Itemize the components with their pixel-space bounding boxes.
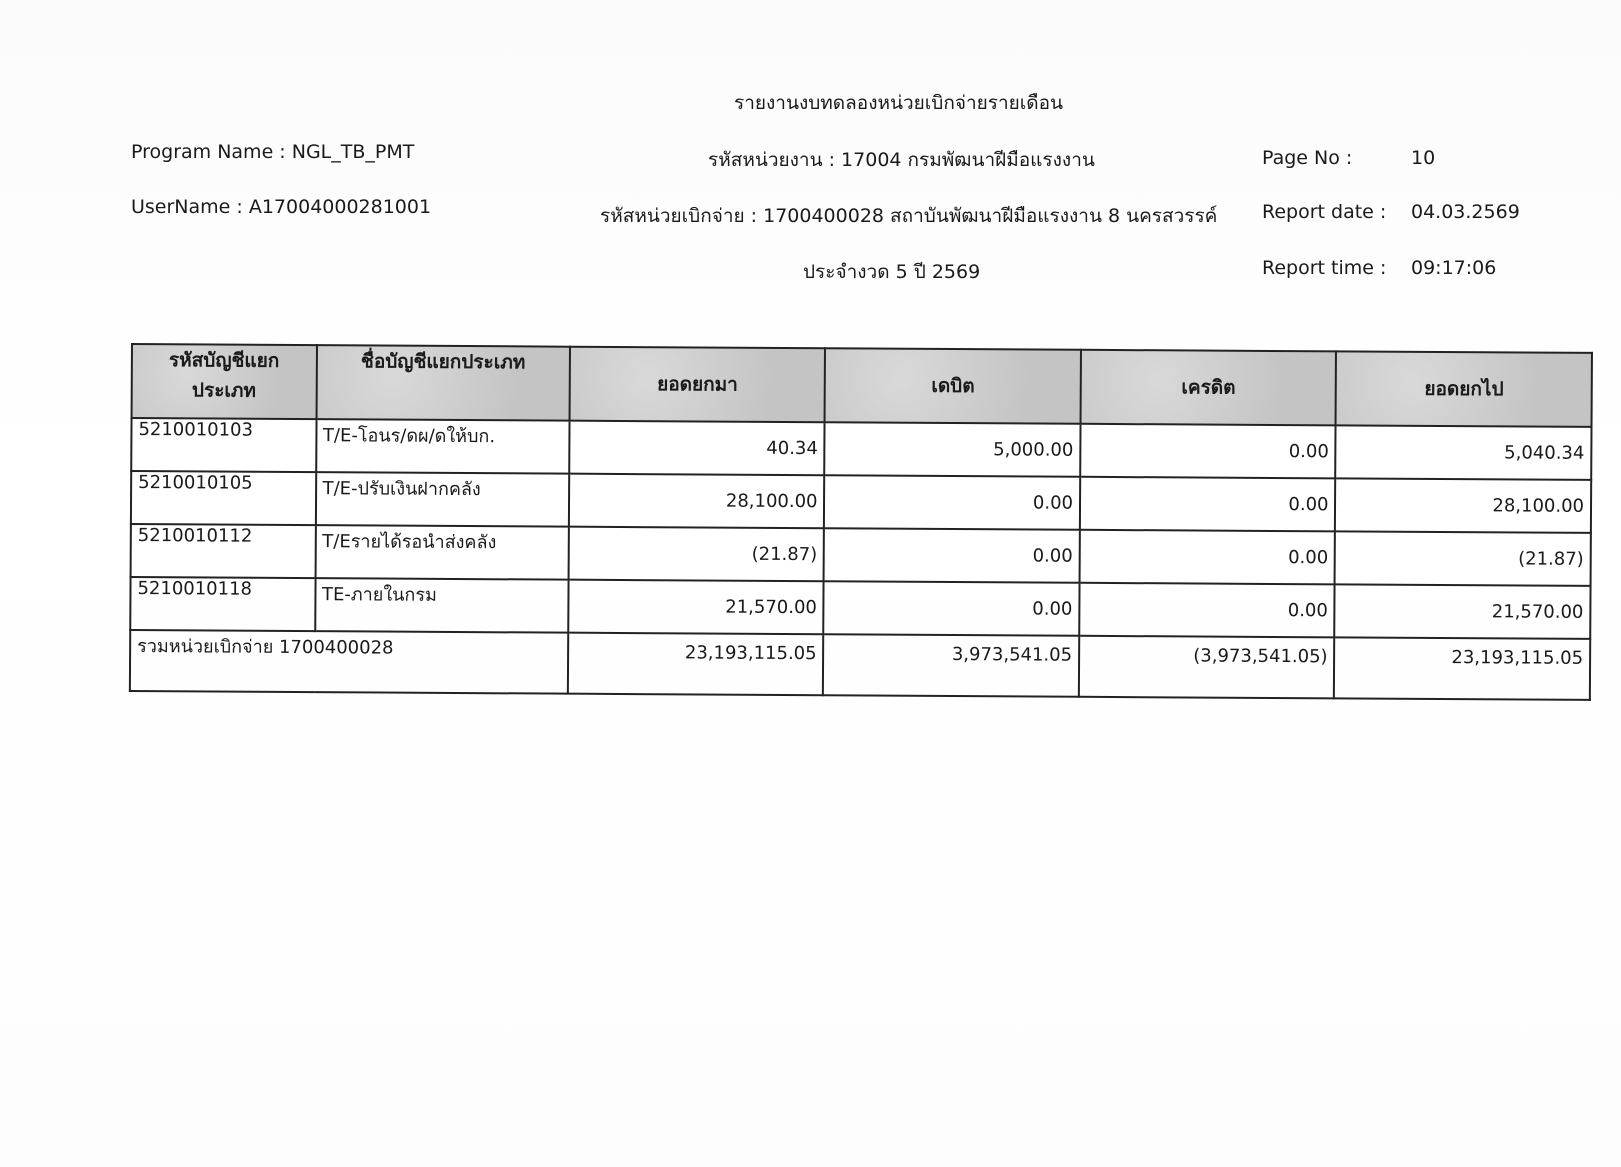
report-period: ประจำงวด 5 ปี 2569 <box>803 261 981 283</box>
credit-amount: 0.00 <box>1080 477 1336 532</box>
total-credit: (3,973,541.05) <box>1079 636 1335 699</box>
trial-balance-table <box>129 343 1593 701</box>
program-name: Program Name : NGL_TB_PMT <box>131 141 415 163</box>
report-time-label: Report time : <box>1262 257 1387 279</box>
header-account-name: ชื่อบัญชีแยกประเภท <box>316 345 570 421</box>
page-no-value: 10 <box>1411 147 1436 169</box>
header-debit: เดบิต <box>825 348 1081 424</box>
account-code: 5210010103 <box>131 418 316 472</box>
debit-amount: 5,000.00 <box>825 422 1081 477</box>
account-code: 5210010118 <box>130 577 315 631</box>
total-row <box>130 630 1590 700</box>
username: UserName : A17004000281001 <box>131 196 432 218</box>
opening-balance: 28,100.00 <box>569 474 825 529</box>
table-row <box>131 418 1591 480</box>
debit-amount: 0.00 <box>824 475 1080 530</box>
header-account-code: รหัสบัญชีแยกประเภท <box>132 344 317 419</box>
report-date-label: Report date : <box>1262 201 1387 223</box>
opening-balance: (21.87) <box>569 527 825 582</box>
closing-balance: 21,570.00 <box>1335 584 1591 639</box>
account-name: TE-ภายในกรม <box>315 578 569 633</box>
closing-balance: 28,100.00 <box>1335 478 1591 533</box>
table-row <box>131 524 1591 586</box>
account-code: 5210010105 <box>131 471 316 525</box>
account-name: T/E-ปรับเงินฝากคลัง <box>315 472 569 527</box>
page-no-label: Page No : <box>1262 147 1353 169</box>
opening-balance: 40.34 <box>569 421 825 476</box>
account-name: T/E-โอนร/ดผ/ดให้บก. <box>316 419 570 474</box>
closing-balance: 5,040.34 <box>1336 425 1592 480</box>
account-name: T/Eรายได้รอนำส่งคลัง <box>315 525 569 580</box>
report-date-value: 04.03.2569 <box>1411 201 1520 223</box>
total-closing-balance: 23,193,115.05 <box>1334 637 1590 700</box>
total-label: รวมหน่วยเบิกจ่าย 1700400028 <box>130 630 568 694</box>
debit-amount: 0.00 <box>824 581 1080 636</box>
table-header-row <box>132 344 1592 427</box>
report-time-value: 09:17:06 <box>1411 257 1497 279</box>
agency-code: รหัสหน่วยงาน : 17004 กรมพัฒนาฝีมือแรงงาน <box>708 149 1095 171</box>
header-closing-balance: ยอดยกไป <box>1336 351 1592 427</box>
total-opening-balance: 23,193,115.05 <box>568 633 824 696</box>
credit-amount: 0.00 <box>1080 530 1336 585</box>
disbursement-unit: รหัสหน่วยเบิกจ่าย : 1700400028 สถาบันพัฒนาฝีมือแรงงาน 8 นครสวรรค์ <box>600 205 1218 227</box>
table-row <box>131 471 1591 533</box>
table-row <box>130 577 1590 639</box>
debit-amount: 0.00 <box>824 528 1080 583</box>
total-debit: 3,973,541.05 <box>823 634 1079 697</box>
report-title: รายงานงบทดลองหน่วยเบิกจ่ายรายเดือน <box>734 92 1064 114</box>
opening-balance: 21,570.00 <box>568 580 824 635</box>
credit-amount: 0.00 <box>1080 424 1336 479</box>
closing-balance: (21.87) <box>1335 531 1591 586</box>
credit-amount: 0.00 <box>1079 583 1335 638</box>
header-credit: เครดิต <box>1081 350 1337 426</box>
account-code: 5210010112 <box>131 524 316 578</box>
header-opening-balance: ยอดยกมา <box>570 347 826 423</box>
